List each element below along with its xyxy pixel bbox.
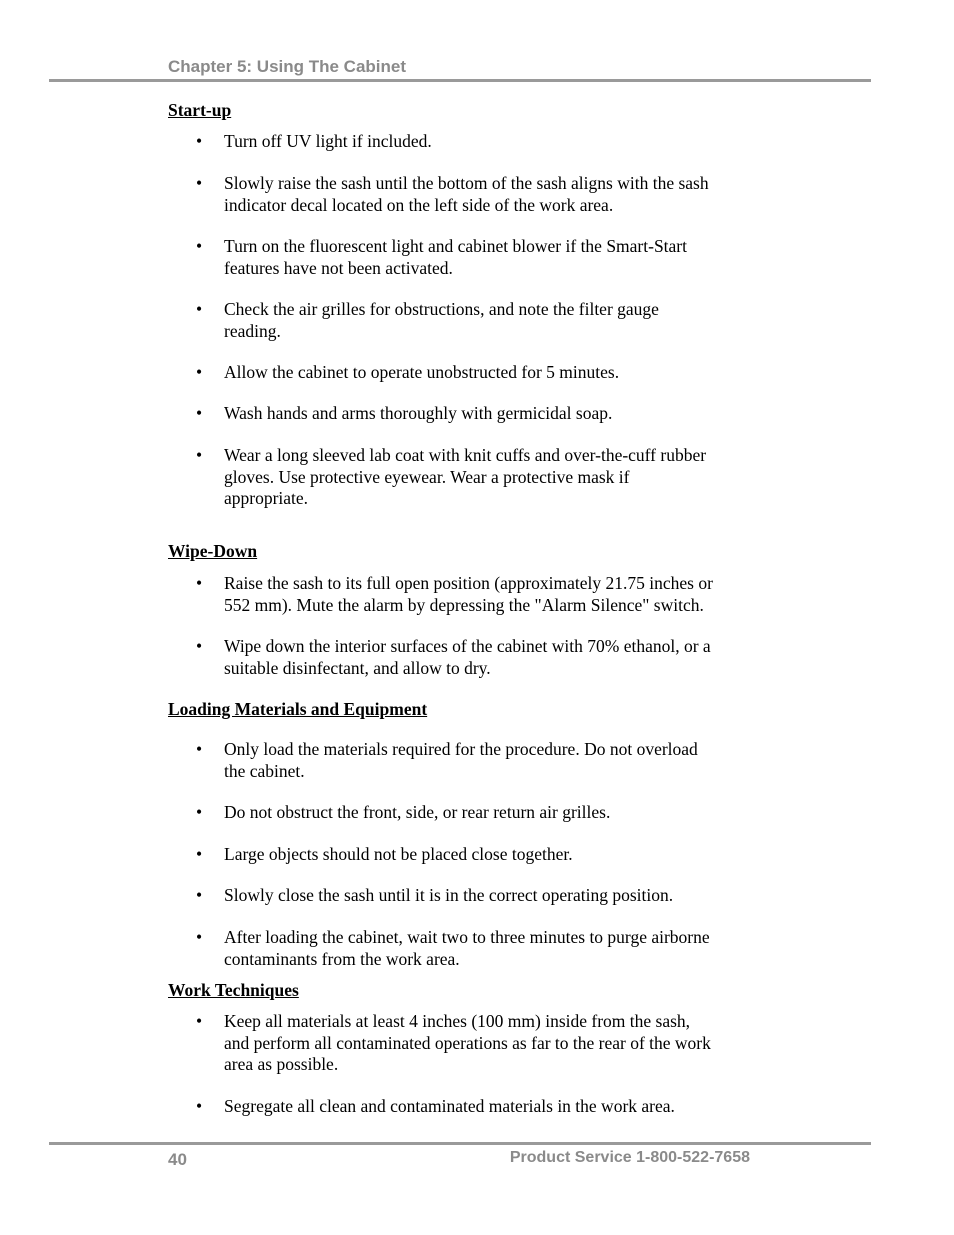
list-item	[196, 802, 756, 824]
list-item	[196, 131, 756, 153]
list-item-text: Only load the materials required for the procedure. Do not overload the cabinet.	[224, 739, 698, 781]
list-item	[196, 573, 756, 616]
list-item	[196, 1096, 756, 1118]
list-item-text: Turn off UV light if included.	[224, 131, 432, 151]
header-rule	[49, 79, 871, 82]
list-item	[196, 844, 756, 866]
bullet-icon: •	[196, 844, 203, 864]
bullet-icon: •	[196, 403, 203, 423]
bullet-icon: •	[196, 636, 203, 656]
list-item-text: Check the air grilles for obstructions, and note the filter gauge reading.	[224, 299, 659, 341]
bullet-icon: •	[196, 362, 203, 382]
list-item	[196, 403, 756, 425]
list-item-text: Keep all materials at least 4 inches (100 mm) inside from the sash, and perform all contaminated operations as far to the rear of the work area as possible.	[224, 1011, 711, 1074]
list-item-text: Allow the cabinet to operate unobstructed for 5 minutes.	[224, 362, 620, 382]
list-item	[196, 885, 756, 907]
list-item-text: Do not obstruct the front, side, or rear return air grilles.	[224, 802, 611, 822]
bullet-icon: •	[196, 885, 203, 905]
list-item	[196, 445, 756, 510]
bullet-icon: •	[196, 445, 203, 465]
bullet-icon: •	[196, 173, 203, 193]
list-item	[196, 927, 756, 970]
section-heading-startup: Start-up	[168, 100, 232, 120]
bullet-icon: •	[196, 802, 203, 822]
list-item-text: Large objects should not be placed close together.	[224, 844, 573, 864]
list-item-text: Segregate all clean and contaminated materials in the work area.	[224, 1096, 675, 1116]
bullet-icon: •	[196, 131, 203, 151]
list-item	[196, 739, 756, 782]
bullet-icon: •	[196, 1096, 203, 1116]
section-heading-loading: Loading Materials and Equipment	[168, 699, 428, 719]
page-number: 40	[168, 1150, 187, 1169]
list-item-text: After loading the cabinet, wait two to three minutes to purge airborne contaminants from the work area.	[224, 927, 710, 969]
bullet-icon: •	[196, 739, 203, 759]
list-item-text: Slowly raise the sash until the bottom of the sash aligns with the sash indicator decal located on the left side of the work area.	[224, 173, 709, 215]
footer-rule	[49, 1142, 871, 1145]
bullet-icon: •	[196, 236, 203, 256]
product-service-phone: Product Service 1-800-522-7658	[509, 1149, 750, 1166]
list-item-text: Wear a long sleeved lab coat with knit cuffs and over-the-cuff rubber gloves. Use protective eyewear. Wear a protective mask if appropriate.	[224, 445, 707, 508]
bullet-icon: •	[196, 1011, 203, 1031]
list-item	[196, 1011, 756, 1076]
list-item-text: Slowly close the sash until it is in the correct operating position.	[224, 885, 674, 905]
list-item	[196, 299, 756, 342]
list-item	[196, 362, 756, 384]
bullet-icon: •	[196, 573, 203, 593]
list-item	[196, 173, 756, 216]
list-item-text: Turn on the fluorescent light and cabinet blower if the Smart-Start features have not been activated.	[224, 236, 687, 278]
list-item	[196, 236, 756, 279]
list-item-text: Wash hands and arms thoroughly with germicidal soap.	[224, 403, 613, 423]
list-item-text: Wipe down the interior surfaces of the cabinet with 70% ethanol, or a suitable disinfectant, and allow to dry.	[224, 636, 711, 678]
list-item-text: Raise the sash to its full open position (approximately 21.75 inches or 552 mm). Mute the alarm by depressing the "Alarm Silence" switch.	[224, 573, 713, 615]
bullet-icon: •	[196, 927, 203, 947]
bullet-icon: •	[196, 299, 203, 319]
section-heading-work-techniques: Work Techniques	[168, 980, 299, 1000]
list-item	[196, 636, 756, 679]
section-heading-wipedown: Wipe-Down	[168, 541, 258, 561]
chapter-title: Chapter 5: Using The Cabinet	[168, 57, 407, 76]
